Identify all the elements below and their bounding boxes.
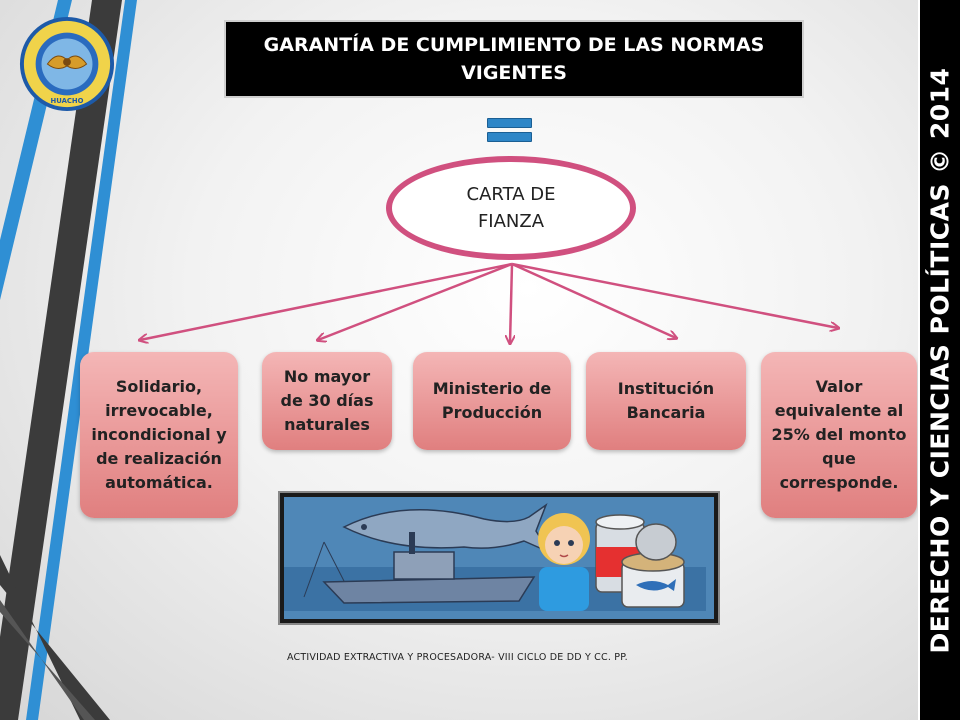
box-label: Solidario, irrevocable, incondicional y de realización automática. — [91, 377, 227, 492]
fishing-illustration — [280, 493, 718, 623]
sidebar-vertical-text: DERECHO Y CIENCIAS POLÍTICAS © 2014 — [925, 67, 955, 653]
footer-caption: ACTIVIDAD EXTRACTIVA Y PROCESADORA- VIII CICLO DE DD Y CC. PP. — [287, 652, 628, 663]
box-ministerio — [413, 352, 571, 450]
box-solidario — [80, 352, 238, 518]
arrow-to-box-2 — [318, 264, 512, 340]
box-label: No mayor de 30 días naturales — [280, 367, 374, 434]
box-label: Valor equivalente al 25% del monto que corresponde. — [771, 377, 907, 492]
arrow-to-box-4 — [512, 264, 676, 338]
svg-text:HUACHO: HUACHO — [50, 97, 84, 106]
sidebar-vertical-text-wrap — [922, 0, 958, 720]
center-node-ellipse — [386, 156, 636, 260]
arrow-to-box-1 — [140, 264, 512, 340]
arrow-to-box-3 — [510, 264, 512, 343]
box-plazo — [262, 352, 392, 450]
box-label: Ministerio de Producción — [432, 379, 552, 422]
box-institucion — [586, 352, 746, 450]
center-node-label: CARTA DE FIANZA — [466, 184, 556, 232]
arrow-to-box-5 — [512, 264, 838, 328]
box-label: Institución Bancaria — [617, 379, 715, 422]
page-title: GARANTÍA DE CUMPLIMIENTO DE LAS NORMAS VIGENTES — [263, 34, 765, 84]
box-valor — [761, 352, 917, 518]
